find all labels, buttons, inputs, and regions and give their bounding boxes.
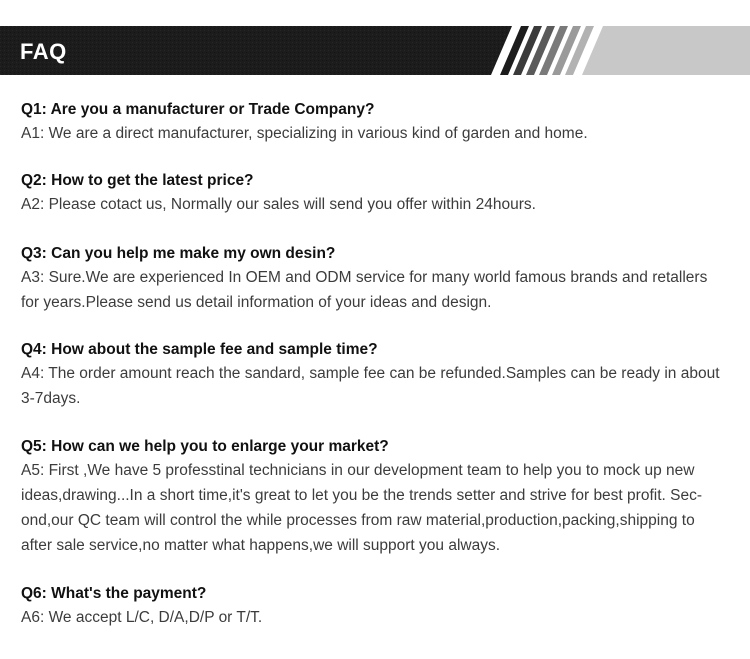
faq-item [21,340,729,411]
banner-dark-band [0,26,512,75]
faq-item [21,437,729,558]
faq-question: Q6: What's the payment? [21,585,207,602]
faq-item [21,171,536,217]
faq-header-banner [0,26,750,75]
faq-answer: A6: We accept L/C, D/A,D/P or T/T. [21,609,263,626]
banner-graphic [0,26,750,75]
faq-question: Q4: How about the sample fee and sample time? [21,341,378,358]
faq-answer: A2: Please cotact us, Normally our sales will send you offer within 24hours. [21,196,536,213]
faq-answer: A1: We are a direct manufacturer, specializing in various kind of garden and home. [21,125,588,142]
faq-question: Q5: How can we help you to enlarge your market? [21,438,389,455]
faq-item [21,584,262,630]
page-title: FAQ [20,39,67,64]
faq-answer: A4: The order amount reach the sandard, sample fee can be refunded.Samples can be ready in about 3-7days. [21,365,720,407]
faq-question: Q3: Can you help me make my own desin? [21,245,336,262]
faq-answer: A3: Sure.We are experienced In OEM and ODM service for many world famous brands and retallers for years.Please send us detail information of your ideas and design. [21,269,708,311]
faq-question: Q1: Are you a manufacturer or Trade Company? [21,101,375,118]
faq-answer: A5: First ,We have 5 professtinal technicians in our development team to help you to mock up new ideas,drawing...In a short time,it's great to let you be the trends setter and strive for best profit. Sec-ond,our QC team will control the while processes from raw material,production,packing,shipping to after sale service,no matter what happens,we will support you always. [21,462,702,554]
banner-light-band [582,26,750,75]
faq-question: Q2: How to get the latest price? [21,172,254,189]
faq-item [21,244,729,315]
faq-item [21,100,588,146]
